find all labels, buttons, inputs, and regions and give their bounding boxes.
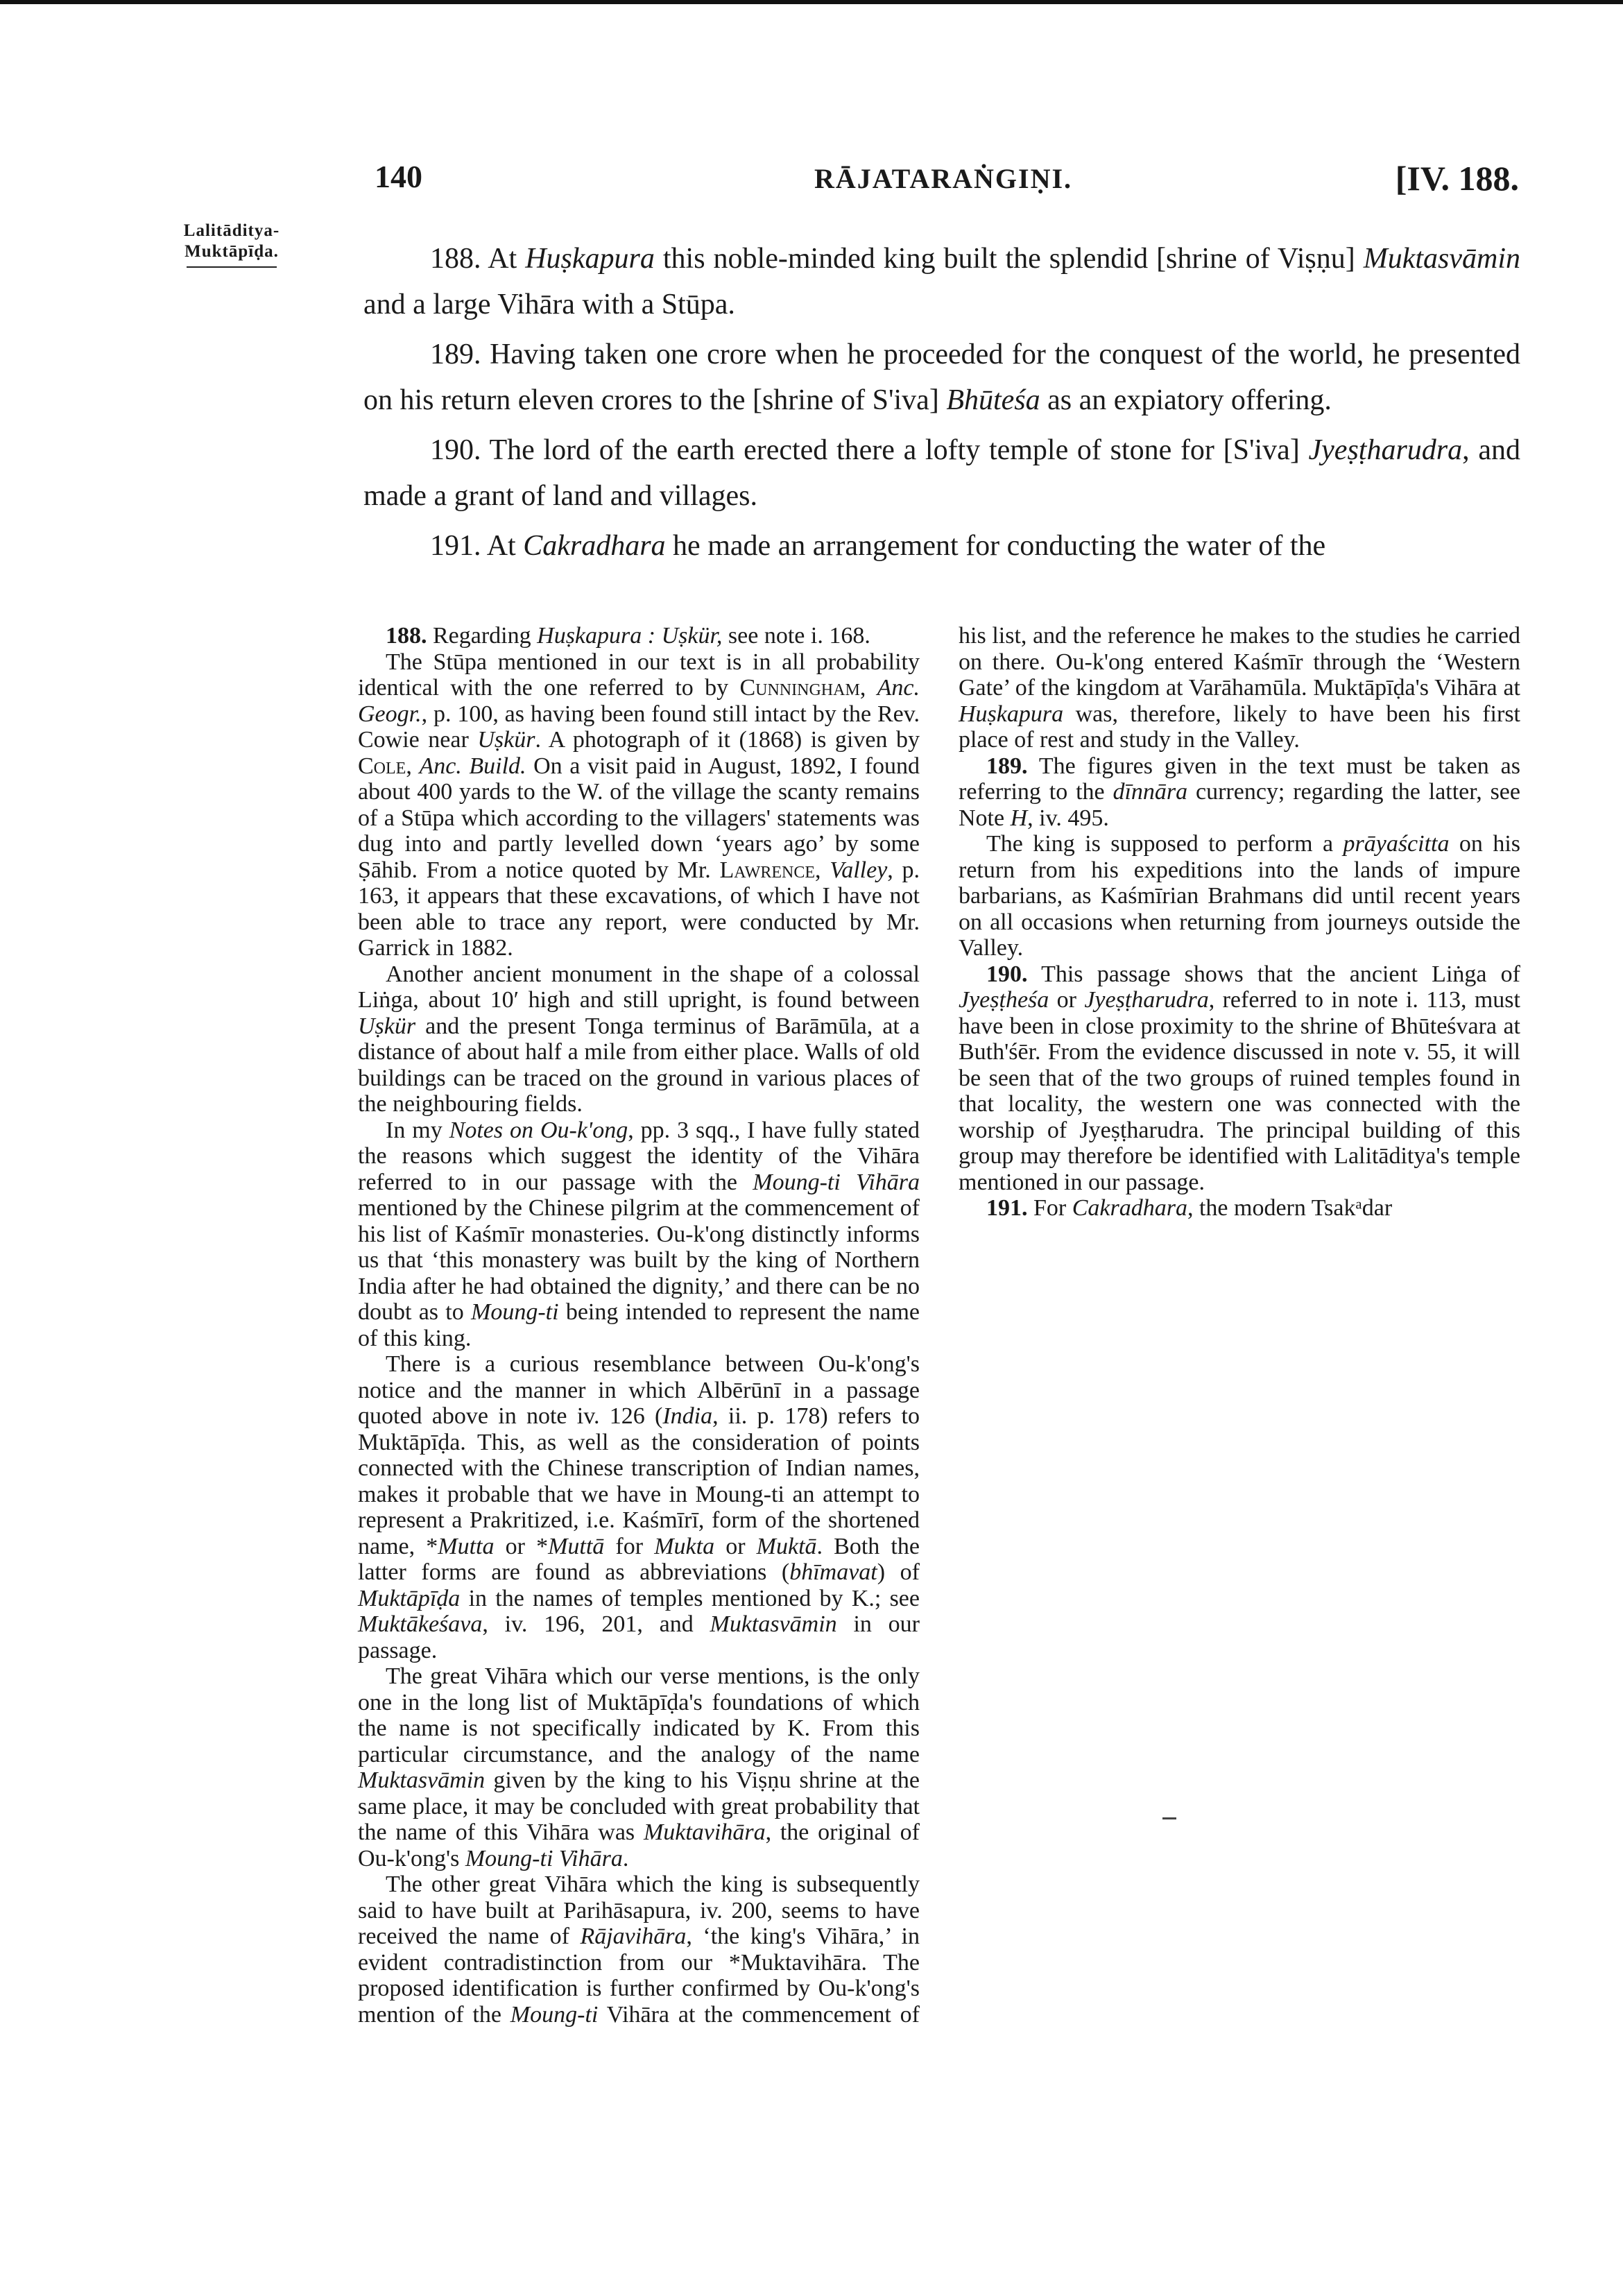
note-text: , the modern Tsakᵃdar [1187, 1195, 1393, 1221]
note-text: , ii. p. 178) refers to Muktāpīḍa. This, as well as the consideration of points connected with the Chinese transcription of Indian names, makes it probable that we have in Moung-ti an attempt to represent a Prakritized, i.e. Kaśmīrī, form of the shortened name, * [358, 1403, 920, 1559]
verse-text: he made an arrangement for conducting the water of the [665, 530, 1326, 562]
note-text: and the present Tonga terminus of Barāmūla, at a distance of about half a mile from either place. Walls of old buildings can be traced on the ground in various places of the neighbouring fields. [358, 1013, 920, 1117]
note-italic-text: India [662, 1403, 713, 1429]
note-text: , [815, 857, 830, 883]
note-paragraph [959, 961, 1520, 1196]
note-text: , p. 163, it appears that these excavations, of which I have not been able to trace any report, were conducted by Mr. Garrick in 1882. [358, 857, 920, 961]
note-italic-text: Cakradhara [1072, 1195, 1187, 1221]
note-text: mentioned by the Chinese pilgrim at the commencement of his list of Kaśmīr monasteries. Ou-k'ong distinctly informs us that ‘this monastery was built by the king of Northern India after he had obtained the dignity,’ and there can be no doubt as to [358, 1195, 920, 1325]
section-reference: [IV. 188. [1395, 159, 1519, 198]
note-text: , p. 100, as having been found still intact by the Rev. Cowie near [358, 701, 920, 753]
note-text: being intended to represent the name of this king. [358, 1299, 920, 1351]
verse-text: At [486, 530, 524, 562]
note-text: The other great Vihāra which the king is subsequently said to have built at Parihāsapura, iv. 200, seems to have received the name of [358, 1871, 920, 1949]
note-paragraph [358, 623, 920, 649]
note-text: This passage shows that the ancient Liṅga of [1041, 961, 1520, 987]
note-text: or [714, 1533, 757, 1559]
note-paragraph [959, 831, 1520, 961]
note-italic-text: H [1010, 805, 1028, 831]
note-italic-text: Muktākeśava [358, 1611, 483, 1637]
note-number: 191. [986, 1195, 1028, 1221]
note-text: in our passage. [358, 1611, 920, 1663]
verse-text: , and made a grant of land and villages. [363, 434, 1520, 512]
note-text: for [604, 1533, 655, 1559]
note-paragraph [358, 1351, 920, 1663]
footnotes [358, 623, 1520, 2031]
margin-note-line-1: Lalitāditya- [183, 221, 280, 240]
verse-paragraph [363, 523, 1520, 569]
note-paragraph [358, 1663, 920, 1871]
verse-paragraph [363, 332, 1520, 423]
verse-text: At [488, 243, 526, 275]
note-text: , referred to in note i. 113, must have been in close proximity to the shrine of Bhūteśvara at Buth'śēr. From the evidence discussed in note v. 55, it will be seen that of the two groups of ruined temples found in that locality, the western one was connected with the worship of Jyeṣṭharudra. The principal building of this group may therefore be identified with Lalitāditya's temple mentioned in our passage. [959, 987, 1520, 1195]
note-italic-text: Anc. Build. [419, 753, 526, 779]
note-text: Vihāra at the commencement of his list, and the reference he makes to the studies he carried on there. Ou-k'ong entered Kaśmīr through the ‘Western Gate’ of the kingdom at Varāhamūla. Muktāpīḍa's Vihāra at [598, 623, 1520, 2028]
note-italic-text: dīnnāra [1113, 779, 1188, 805]
note-italic-text: Muktāpīḍa [358, 1585, 461, 1611]
note-italic-text: Anc. Geogr. [358, 675, 920, 727]
note-italic-text: Huṣkapura : Uṣkür, [537, 623, 723, 649]
note-italic-text: bhīmavat [789, 1559, 877, 1585]
note-text: There is a curious resemblance between Ou-k'ong's notice and the manner in which Albērūnī in a passage quoted above in note iv. 126 ( [358, 1351, 920, 1429]
note-number: 190. [986, 961, 1028, 987]
note-number: 189. [986, 753, 1028, 779]
note-text: , pp. 3 sqq., I have fully stated the reasons which suggest the identity of the Vihāra referred to in our passage with the [358, 1117, 920, 1195]
note-text: . [622, 1845, 629, 1871]
note-italic-text: Uṣkür [477, 727, 535, 753]
verse-italic-text: Cakradhara [523, 530, 666, 562]
verse-paragraph [363, 427, 1520, 519]
note-text: , [406, 753, 420, 779]
note-text: Regarding [433, 623, 538, 649]
note-text: On a visit paid in August, 1892, I found about 400 yards to the W. of the village the scanty remains of a Stūpa which according to the villagers' statements was dug into and partly levelled down ‘years ago’ by some Ṣāhib. From a notice quoted by Mr. [358, 753, 920, 883]
note-text: or * [494, 1533, 549, 1559]
verse-italic-text: Muktasvāmin [1363, 243, 1521, 275]
note-text: given by the king to his Viṣṇu shrine at the same place, it may be concluded with great probability that the name of this Vihāra was [358, 1767, 920, 1845]
note-paragraph [959, 1195, 1520, 1222]
page-header [368, 158, 1519, 207]
note-italic-text: Jyeṣṭheśa [959, 987, 1049, 1013]
note-text: Another ancient monument in the shape of a colossal Liṅga, about 10′ high and still upright, is found between [358, 961, 920, 1013]
note-text: , the original of Ou-k'ong's [358, 1819, 920, 1871]
note-paragraph [959, 753, 1520, 832]
note-text: ) of [877, 1559, 920, 1585]
verse-text [363, 236, 1520, 573]
note-number: 188. [386, 623, 427, 649]
note-italic-text: Muktavihāra [643, 1819, 766, 1845]
margin-note [162, 221, 301, 268]
note-italic-text: Moung-ti [471, 1299, 559, 1325]
note-text: , [859, 675, 877, 701]
note-italic-text: Rājavihāra [580, 1924, 687, 1949]
note-text: currency; regarding the latter, see Note [959, 779, 1520, 831]
note-paragraph [358, 649, 920, 961]
note-text: In my [386, 1117, 449, 1143]
note-text: was, therefore, likely to have been his first place of rest and study in the Valley. [959, 701, 1520, 753]
verse-text: The lord of the earth erected there a lofty temple of stone for [S'iva] [489, 434, 1309, 466]
note-text: The king is supposed to perform a [986, 831, 1343, 857]
note-text: . Both the latter forms are found as abbreviations ( [358, 1533, 920, 1585]
note-italic-text: Muktā [756, 1533, 817, 1559]
verse-italic-text: Jyeṣṭharudra [1308, 434, 1463, 466]
note-text: The great Vihāra which our verse mentions, is the only one in the long list of Muktāpīḍa's foundations of which the name is not specifically indicated by K. From this particular circumstance, and the analogy of the name [358, 1663, 920, 1767]
verse-text: this noble-minded king built the splendid [shrine of Viṣṇu] [654, 243, 1364, 275]
note-italic-text: Moung-ti Vihāra [753, 1169, 920, 1195]
note-italic-text: Moung-ti Vihāra [465, 1845, 623, 1871]
note-text: in the names of temples mentioned by K.; see [460, 1585, 920, 1611]
page-mark [1162, 1817, 1176, 1819]
verse-number: 190. [430, 434, 481, 466]
verse-italic-text: Huṣkapura [525, 243, 655, 275]
note-text: on his return from his expeditions into the lands of impure barbarians, as Kaśmīrian Brahmans did until recent years on all occasions when returning from journeys outside the Valley. [959, 831, 1520, 961]
note-text: For [1033, 1195, 1072, 1221]
note-text: or [1049, 987, 1085, 1013]
note-italic-text: Moung-ti [510, 2001, 599, 2028]
verse-text: Having taken one crore when he proceeded for the conquest of the world, he presented on his return eleven crores to the [shrine of S'iva] [363, 339, 1520, 416]
note-author-name: Cole [358, 753, 406, 779]
note-text: , iv. 495. [1027, 805, 1109, 831]
note-text: . A photograph of it (1868) is given by [535, 727, 920, 753]
note-italic-text: Muktasvāmin [710, 1611, 837, 1637]
page-number: 140 [375, 159, 422, 194]
verse-text: and a large Vihāra with a Stūpa. [363, 289, 735, 320]
note-italic-text: Jyeṣṭharudra [1084, 987, 1209, 1013]
verse-text: as an expiatory offering. [1040, 384, 1332, 416]
note-paragraph [358, 961, 920, 1117]
note-italic-text: Muttā [548, 1533, 605, 1559]
note-text: see note i. 168. [722, 623, 870, 649]
note-text: , ‘the king's Vihāra,’ in evident contradistinction from our *Muktavihāra. The proposed identification is further confirmed by Ou-k'ong's mention of the [358, 1924, 920, 2028]
note-italic-text: Muktasvāmin [358, 1767, 486, 1793]
note-italic-text: prāyaścitta [1343, 831, 1450, 857]
top-border-line [0, 0, 1623, 4]
note-text: The figures given in the text must be taken as referring to the [959, 753, 1520, 805]
note-italic-text: Huṣkapura [959, 701, 1064, 727]
margin-note-rule [187, 266, 277, 268]
note-text: The Stūpa mentioned in our text is in all probability identical with the one referred to by [358, 649, 920, 701]
verse-number: 189. [430, 339, 481, 370]
note-author-name: Lawrence [719, 857, 815, 883]
note-italic-text: Notes on Ou-k'ong [449, 1117, 628, 1143]
margin-note-line-2: Muktāpīḍa. [184, 242, 279, 261]
note-paragraph [358, 1117, 920, 1352]
verse-number: 188. [430, 243, 481, 275]
verse-italic-text: Bhūteśa [946, 384, 1040, 416]
running-title: RĀJATARAṄGIṆI. [814, 163, 1073, 194]
note-text: , iv. 196, 201, and [482, 1611, 710, 1637]
note-italic-text: Valley [830, 857, 888, 883]
note-author-name: Cunningham [739, 675, 860, 701]
note-italic-text: Mutta [438, 1533, 495, 1559]
verse-paragraph [363, 236, 1520, 327]
verse-number: 191. [430, 530, 481, 562]
note-italic-text: Mukta [654, 1533, 715, 1559]
note-italic-text: Uṣkür [358, 1013, 416, 1039]
